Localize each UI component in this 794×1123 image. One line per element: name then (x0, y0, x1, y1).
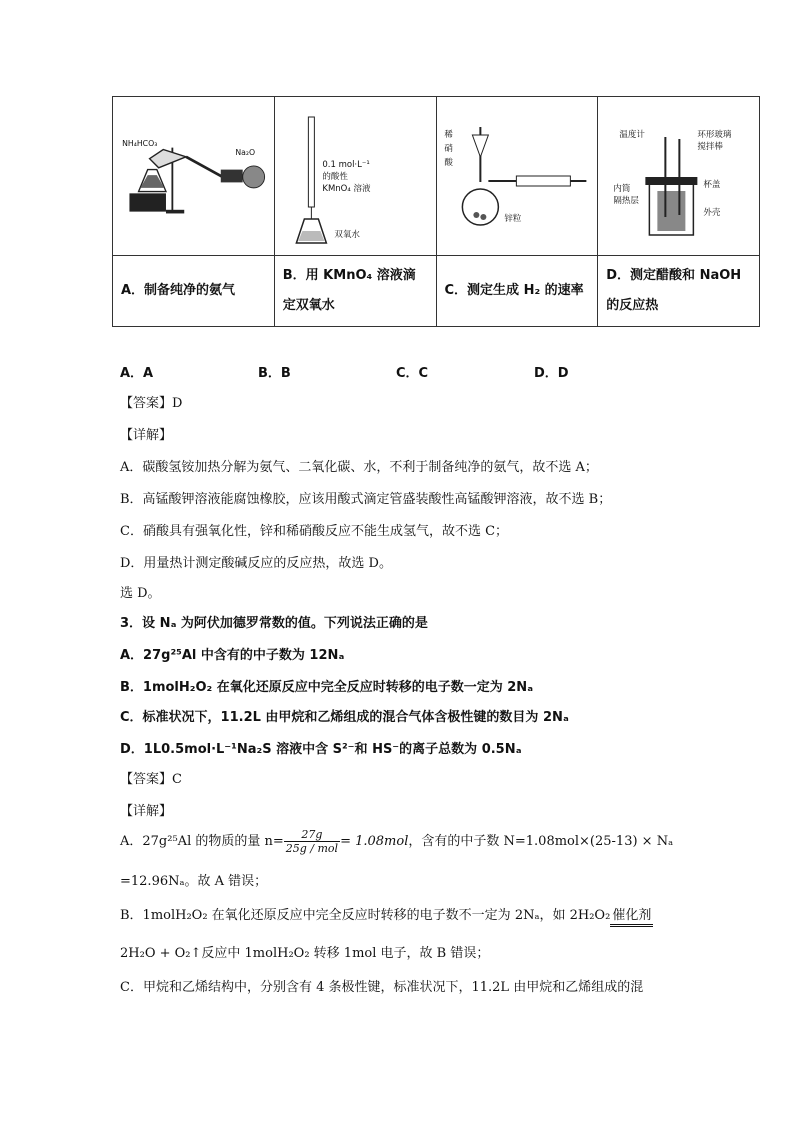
choice-d: D．D (534, 366, 569, 381)
catalyst-arrow: 催化剂 (610, 908, 653, 927)
q2-conclusion: 选 D。 (120, 586, 161, 601)
figure-cell-b (274, 97, 436, 256)
label-glass-ring: 环形玻璃 (697, 130, 732, 140)
label-outer-shell: 外壳 (703, 208, 721, 218)
label-stirrer: 搅拌棒 (697, 142, 724, 152)
q3-explanation-b-cont: 2H₂O + O₂↑反应中 1molH₂O₂ 转移 1mol 电子，故 B 错误； (120, 946, 490, 961)
figure-cell-c (436, 97, 598, 256)
caption-c: C．测定生成 H₂ 的速率 (436, 256, 598, 327)
figure-cell-d (598, 97, 760, 256)
label-lid: 杯盖 (703, 180, 721, 190)
q2-explanation-a: A．碳酸氢铵加热分解为氨气、二氧化碳、水，不利于制备纯净的氨气，故不选 A； (120, 460, 598, 475)
choice-c: C．C (396, 366, 429, 381)
q3-option-c: C．标准状况下，11.2L 由甲烷和乙烯组成的混合气体含极性键的数目为 2Nₐ (120, 710, 569, 725)
q2-explanation-d: D．用量热计测定酸碱反应的反应热，故选 D。 (120, 556, 392, 571)
mass-over-molar-mass: $\frac{27g}{\text{25g / mol}}$ (285, 828, 339, 855)
label-zinc: 锌粒 (503, 214, 521, 224)
label-inner-cup: 内筒 (613, 184, 631, 194)
label-concentration: 0.1 mol·L⁻¹ (322, 160, 370, 170)
hydrogen-rate-figure (437, 97, 598, 255)
q3-explanation-a-cont: =12.96Nₐ。故 A 错误； (120, 874, 268, 889)
experiment-table (112, 96, 760, 327)
caption-a: A．制备纯净的氨气 (113, 256, 275, 327)
ammonia-apparatus-figure (113, 97, 274, 255)
caption-b: B．用 KMnO₄ 溶液滴 定双氧水 (274, 256, 436, 327)
label-insulation: 隔热层 (613, 196, 640, 206)
q3-explanation-b: B．1molH₂O₂ 在氧化还原反应中完全反应时转移的电子数不一定为 2Nₐ，如 2H₂O₂ 催化剂 (120, 906, 653, 927)
titration-figure (275, 97, 436, 255)
label-thermometer: 温度计 (619, 130, 646, 140)
label-hydrogen-peroxide: 双氧水 (334, 230, 360, 240)
label-nitric: 硝 (443, 144, 453, 154)
label-acid: 酸 (443, 158, 453, 168)
label-nh4hco3: NH₄HCO₃ (122, 138, 158, 148)
label-acidic: 的酸性 (322, 172, 348, 182)
label-na2o: Na₂O (235, 147, 256, 157)
q2-explanation-c: C．硝酸具有强氧化性，锌和稀硝酸反应不能生成氢气，故不选 C； (120, 524, 509, 539)
q3-answer: 【答案】C (120, 772, 182, 787)
q2-answer: 【答案】D (120, 396, 183, 411)
q3-explanation-a: A．27g²⁵Al 的物质的量 n= $\frac{27g}{\text{25g / mol}}$ = 1.08mol，含有的中子数 N=1.08mol×(25-13) × Nₐ (120, 828, 674, 855)
label-kmno4-solution: KMnO₄ 溶液 (322, 184, 371, 194)
q2-choices (120, 364, 672, 384)
calorimeter-figure (598, 97, 759, 255)
q2-explanation-b: B．高锰酸钾溶液能腐蚀橡胶，应该用酸式滴定管盛装酸性高锰酸钾溶液，故不选 B； (120, 492, 612, 507)
q2-detail-title: 【详解】 (120, 428, 173, 443)
figure-cell-a (113, 97, 275, 256)
q3-detail-title: 【详解】 (120, 804, 173, 819)
q3-option-d: D．1L0.5mol·L⁻¹Na₂S 溶液中含 S²⁻和 HS⁻的离子总数为 0.5Nₐ (120, 742, 522, 757)
q3-stem: 3．设 Nₐ 为阿伏加德罗常数的值。下列说法正确的是 (120, 616, 428, 631)
q3-explanation-c: C．甲烷和乙烯结构中，分别含有 4 条极性键，标准状况下，11.2L 由甲烷和乙烯组成的混 (120, 980, 644, 995)
q3-option-b: B．1molH₂O₂ 在氧化还原反应中完全反应时转移的电子数一定为 2Nₐ (120, 680, 534, 695)
caption-d: D．测定醋酸和 NaOH 的反应热 (598, 256, 760, 327)
choice-a: A．A (120, 366, 154, 381)
label-dilute: 稀 (443, 130, 453, 140)
q3-option-a: A．27g²⁵Al 中含有的中子数为 12Nₐ (120, 648, 345, 663)
choice-b: B．B (258, 366, 291, 381)
